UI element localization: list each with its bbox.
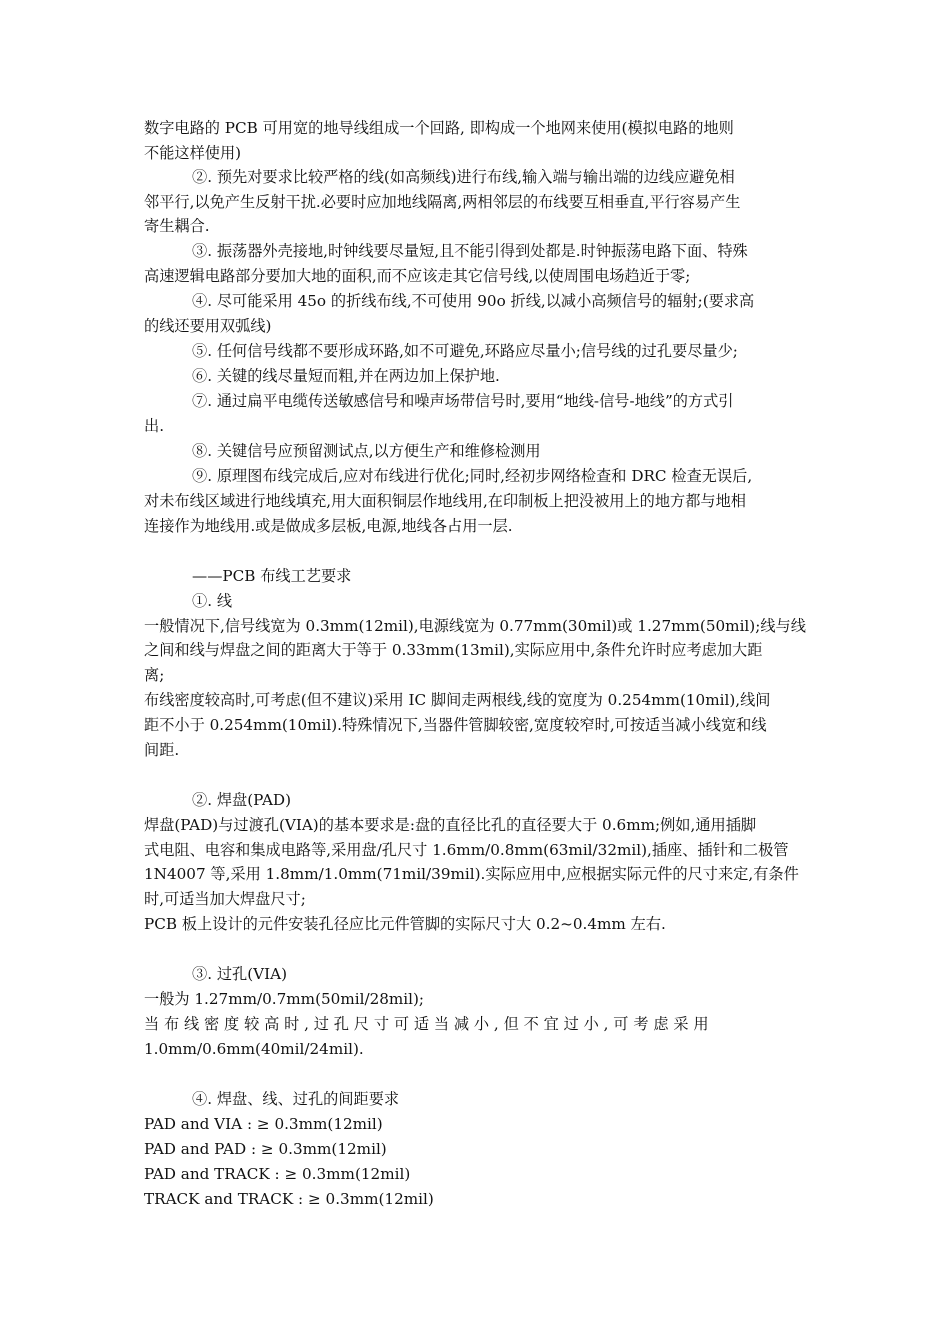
list-item-4: ④. 尽可能采用 45o 的折线布线,不可使用 90o 折线,以减小高频信号的辐射;(要求高 (192, 292, 755, 310)
list-item-6: ⑥. 关键的线尽量短而粗,并在两边加上保护地. (192, 367, 500, 385)
text-line: 一般为 1.27mm/0.7mm(50mil/28mil); (144, 990, 425, 1008)
text-line: 一般情况下,信号线宽为 0.3mm(12mil),电源线宽为 0.77mm(30mil)或 1.27mm(50mil);线与线 (144, 617, 806, 635)
list-item-3: ③. 振荡器外壳接地,时钟线要尽量短,且不能引得到处都是.时钟振荡电路下面、特殊 (192, 242, 748, 260)
subsection-heading-3: ③. 过孔(VIA) (192, 965, 288, 983)
spacing-rule: TRACK and TRACK : ≥ 0.3mm(12mil) (144, 1190, 434, 1208)
list-item-2: ②. 预先对要求比较严格的线(如高频线)进行布线,输入端与输出端的边线应避免相 (192, 168, 735, 186)
text-line: 寄生耦合. (144, 217, 210, 235)
text-line: 当 布 线 密 度 较 高 时 , 过 孔 尺 寸 可 适 当 减 小 , 但 不 宜 过 小 , 可 考 虑 采 用 (144, 1015, 709, 1033)
text-line: 1N4007 等,采用 1.8mm/1.0mm(71mil/39mil).实际应用中,应根据实际元件的尺寸来定,有条件 (144, 865, 799, 883)
text-line: 的线还要用双弧线) (144, 317, 272, 335)
text-line: 焊盘(PAD)与过渡孔(VIA)的基本要求是:盘的直径比孔的直径要大于 0.6mm;例如,通用插脚 (144, 816, 757, 834)
text-line: 出. (144, 417, 165, 435)
spacing-rule: PAD and PAD : ≥ 0.3mm(12mil) (144, 1140, 387, 1158)
list-item-8: ⑧. 关键信号应预留测试点,以方便生产和维修检测用 (192, 442, 541, 460)
list-item-7: ⑦. 通过扁平电缆传送敏感信号和噪声场带信号时,要用“地线-信号-地线”的方式引 (192, 392, 734, 410)
text-line: 不能这样使用) (144, 144, 242, 162)
spacing-rule: PAD and TRACK : ≥ 0.3mm(12mil) (144, 1165, 411, 1183)
list-item-5: ⑤. 任何信号线都不要形成环路,如不可避免,环路应尽量小;信号线的过孔要尽量少; (192, 342, 738, 360)
text-line: 时,可适当加大焊盘尺寸; (144, 890, 306, 908)
text-line: 对未布线区域进行地线填充,用大面积铜层作地线用,在印制板上把没被用上的地方都与地相 (144, 492, 746, 510)
subsection-heading-4: ④. 焊盘、线、过孔的间距要求 (192, 1090, 400, 1108)
spacing-rule: PAD and VIA : ≥ 0.3mm(12mil) (144, 1115, 383, 1133)
section-heading: ——PCB 布线工艺要求 (192, 567, 352, 585)
text-line: 距不小于 0.254mm(10mil).特殊情况下,当器件管脚较密,宽度较窄时,可按适当减小线宽和线 (144, 716, 767, 734)
text-line: 间距. (144, 741, 180, 759)
text-line: 之间和线与焊盘之间的距离大于等于 0.33mm(13mil),实际应用中,条件允许时应考虑加大距 (144, 641, 763, 659)
text-line: 高速逻辑电路部分要加大地的面积,而不应该走其它信号线,以使周围电场趋近于零; (144, 267, 691, 285)
subsection-heading-2: ②. 焊盘(PAD) (192, 791, 292, 809)
text-line: 布线密度较高时,可考虑(但不建议)采用 IC 脚间走两根线,线的宽度为 0.254mm(10mil),线间 (144, 691, 771, 709)
text-line: 离; (144, 666, 165, 684)
text-line: 数字电路的 PCB 可用宽的地导线组成一个回路, 即构成一个地网来使用(模拟电路的地则 (144, 119, 734, 137)
subsection-heading-1: ①. 线 (192, 592, 233, 610)
list-item-9: ⑨. 原理图布线完成后,应对布线进行优化;同时,经初步网络检查和 DRC 检查无误后, (192, 467, 753, 485)
text-line: 式电阻、电容和集成电路等,采用盘/孔尺寸 1.6mm/0.8mm(63mil/32mil),插座、插针和二极管 (144, 841, 789, 859)
text-line: 邻平行,以免产生反射干扰.必要时应加地线隔离,两相邻层的布线要互相垂直,平行容易产生 (144, 193, 741, 211)
text-line: PCB 板上设计的元件安装孔径应比元件管脚的实际尺寸大 0.2~0.4mm 左右. (144, 915, 666, 933)
text-line: 1.0mm/0.6mm(40mil/24mil). (144, 1040, 364, 1058)
text-line: 连接作为地线用.或是做成多层板,电源,地线各占用一层. (144, 517, 513, 535)
